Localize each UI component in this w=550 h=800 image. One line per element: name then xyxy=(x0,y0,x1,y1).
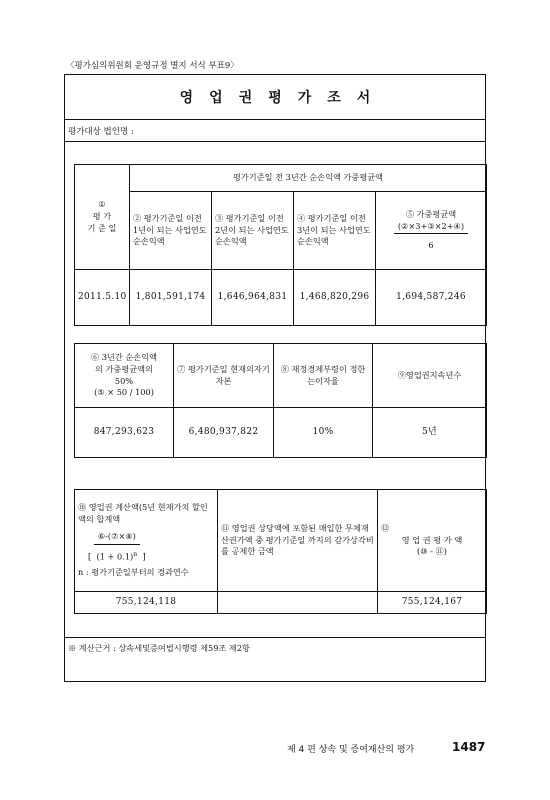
header-half-average: ⑥ 3년간 순손익액 의 가중평균액의 50% (⑤ × 50 / 100) xyxy=(75,344,174,408)
table-goodwill xyxy=(74,489,487,614)
cell-income-year1: 1,801,591,174 xyxy=(130,270,212,326)
header-valuation-date: ① 평 가 기 준 일 xyxy=(75,165,130,270)
cell-goodwill-value: 755,124,167 xyxy=(378,592,487,614)
cell-weighted-average: 1,694,587,246 xyxy=(376,270,487,326)
cell-intangible-deduction xyxy=(218,592,378,614)
cell-valuation-date: 2011.5.10 xyxy=(75,270,130,326)
header-income-year1: ② 평가기준일 이전 1년이 되는 사업연도 순손익액 xyxy=(130,192,212,270)
header-income-year2: ③ 평가기준일 이전 2년이 되는 사업연도 순손익액 xyxy=(212,192,294,270)
header-interest-rate: ⑧ 재정경제부령이 정한는이자율 xyxy=(274,344,373,408)
header-weighted-average: ⑤ 가중평균액 $\frac{\text{(②×3+③×2+④)}}{6}$ xyxy=(376,192,487,270)
goodwill-formula: [ $\frac{\text{⑥-(⑦×⑧)}}{(1 + 0.1)^n}$ ] xyxy=(88,530,146,562)
calculation-basis-note: ※ 계산근거 : 상속세및증여법시행령 제59조 제2항 xyxy=(68,643,250,653)
title-row xyxy=(64,74,486,120)
header-weighted-group: 평가기준일 전 3년간 순손익액 가중평균액 xyxy=(130,165,487,192)
company-name-label: 평가대상 법인명 : xyxy=(68,127,134,137)
form-caption: 〈평가심의위원회 운영규정 별지 서식 부표9〉 xyxy=(66,61,239,71)
header-equity: ⑦ 평가기준일 현재의자기자본 xyxy=(174,344,274,408)
cell-income-year2: 1,646,964,831 xyxy=(212,270,294,326)
cell-equity: 6,480,937,822 xyxy=(174,408,274,458)
cell-interest-rate: 10% xyxy=(274,408,373,458)
header-goodwill-value: ⑫ 영 업 권 평 가 액 (⑩ - ⑪) xyxy=(378,490,487,592)
running-footer: 제 4 편 상속 및 증여재산의 평가 xyxy=(287,745,415,755)
form-title: 영업권평가조서 xyxy=(179,89,387,106)
header-income-year3: ④ 평가기준일 이전 3년이 되는 사업연도 순손익액 xyxy=(294,192,376,270)
cell-income-year3: 1,468,820,296 xyxy=(294,270,376,326)
cell-goodwill-calc: 755,124,118 xyxy=(75,592,218,614)
header-intangible-deduction: ⑪ 영업권 상당액에 포함된 매입한 무체재산권가액 중 평가기준일 까지의 감가상각비를 공제한 금액 xyxy=(218,490,378,592)
header-goodwill-calc: ⑩ 영업권 계산액(5년 현재가치 할인액의 합계액 [ $\frac{\text{⑥-(⑦×⑧)}}{(1 + 0.1)^n}$ ] n : 평가기준일부터의 경과연수 xyxy=(75,490,218,592)
note-divider xyxy=(64,637,486,638)
table-weighted-income xyxy=(74,164,487,326)
divider xyxy=(64,141,486,142)
header-duration: ⑨영업권지속년수 xyxy=(373,344,487,408)
weighted-average-formula: $\frac{\text{(②×3+③×2+④)}}{6}$ xyxy=(394,221,468,253)
cell-duration: 5년 xyxy=(373,408,487,458)
page-number: 1487 xyxy=(452,740,486,754)
cell-half-average: 847,293,623 xyxy=(75,408,174,458)
table-equity-rate xyxy=(74,343,487,458)
